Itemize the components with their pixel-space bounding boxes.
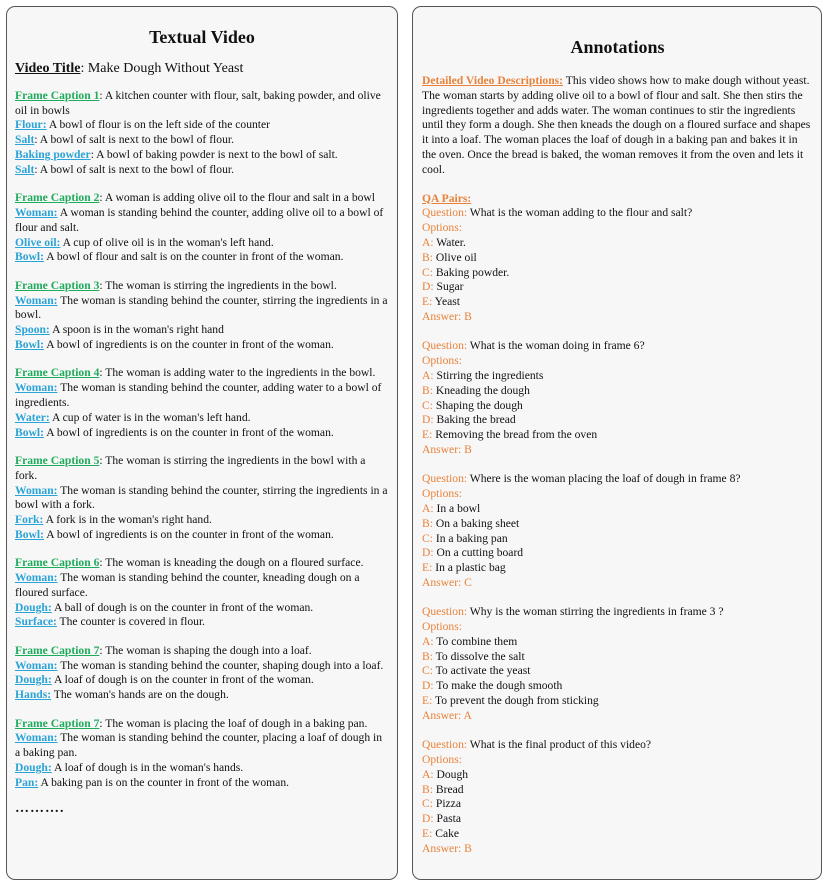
option-row [422, 280, 813, 295]
option-text: Pizza [432, 797, 461, 811]
frame-caption-list [15, 89, 389, 791]
frame-caption [15, 717, 389, 732]
entity-label: Dough: [15, 673, 52, 687]
option-letter: B: [422, 782, 433, 796]
entity-label: Bowl: [15, 425, 44, 439]
frame-caption-label: Frame Caption 1 [15, 88, 100, 102]
option-row [422, 236, 813, 251]
entity-row [15, 513, 389, 528]
frame-caption-text: : A woman is adding olive oil to the flour and salt in a bowl [99, 191, 376, 205]
entity-text: The woman is standing behind the counter, stirring the ingredients in a bowl with a fork. [15, 483, 388, 512]
option-letter: E: [422, 694, 433, 708]
option-text: Kneading the dough [432, 383, 530, 397]
option-row [422, 650, 813, 665]
option-letter: A: [422, 501, 434, 515]
entity-label: Olive oil: [15, 235, 61, 249]
option-text: On a baking sheet [432, 516, 520, 530]
entity-text: A bowl of ingredients is on the counter in front of the woman. [43, 337, 334, 351]
frame-caption-label: Frame Caption 3 [15, 278, 100, 292]
option-letter: B: [422, 383, 433, 397]
options-label: Options: [422, 487, 462, 501]
question-text: Why is the woman stirring the ingredients in frame 3 ? [467, 605, 724, 619]
entity-label: Water: [15, 410, 50, 424]
video-title-value: : Make Dough Without Yeast [80, 61, 244, 76]
option-letter: E: [422, 827, 433, 841]
option-text: On a cutting board [433, 546, 524, 560]
option-text: Baking the bread [433, 413, 516, 427]
option-row [422, 812, 813, 827]
entity-text: A woman is standing behind the counter, adding olive oil to a bowl of flour and salt. [15, 205, 384, 234]
option-letter: D: [422, 413, 434, 427]
frame-caption-text: : The woman is adding water to the ingredients in the bowl. [99, 366, 376, 380]
question-label: Question: [422, 472, 468, 486]
ellipsis: ………. [15, 801, 65, 817]
option-letter: A: [422, 634, 434, 648]
option-letter: D: [422, 812, 434, 826]
qa-list [422, 206, 813, 856]
option-letter: A: [422, 368, 434, 382]
option-letter: A: [422, 235, 434, 249]
entity-text: : A bowl of baking powder is next to the bowl of salt. [90, 147, 338, 161]
entity-text: A cup of olive oil is in the woman's left hand. [60, 235, 274, 249]
frame-caption-label: Frame Caption 6 [15, 556, 100, 570]
entity-label: Baking powder [15, 147, 91, 161]
option-letter: E: [422, 295, 433, 309]
option-row [422, 369, 813, 384]
question-label: Question: [422, 605, 468, 619]
entity-text: The woman is standing behind the counter, kneading dough on a floured surface. [15, 571, 360, 599]
entity-row [15, 601, 389, 616]
answer: Answer: B [422, 841, 472, 855]
option-row [422, 517, 813, 532]
entity-text: The woman is standing behind the counter, adding water to a bowl of ingredients. [15, 381, 382, 409]
frame-caption-block [15, 454, 389, 543]
option-text: To prevent the dough from sticking [432, 694, 599, 708]
option-text: Bread [432, 782, 464, 796]
entity-text: The counter is covered in flour. [56, 615, 206, 629]
option-letter: D: [422, 546, 434, 560]
option-text: To make the dough smooth [433, 679, 563, 693]
qa-block [422, 472, 813, 590]
entity-row [15, 571, 389, 601]
entity-text: A ball of dough is on the counter in front of the woman. [51, 600, 314, 614]
option-letter: C: [422, 531, 433, 545]
entity-label: Woman: [15, 205, 58, 219]
option-text: Cake [432, 827, 460, 841]
option-text: Pasta [433, 812, 461, 826]
video-title-label: Video Title [15, 61, 81, 76]
option-row [422, 428, 813, 443]
question-row [422, 472, 813, 487]
option-row [422, 295, 813, 310]
qa-block [422, 738, 813, 856]
frame-caption-block [15, 366, 389, 440]
options-label: Options: [422, 354, 462, 368]
entity-label: Bowl: [15, 527, 44, 541]
entity-row [15, 133, 389, 148]
entity-text: A bowl of flour and salt is on the counter in front of the woman. [43, 250, 344, 264]
entity-row [15, 338, 389, 353]
options-label: Options: [422, 753, 462, 767]
option-letter: B: [422, 250, 433, 264]
frame-caption [15, 454, 389, 484]
option-text: Olive oil [432, 250, 477, 264]
entity-row [15, 615, 389, 630]
question-label: Question: [422, 339, 468, 353]
entity-label: Bowl: [15, 337, 44, 351]
option-text: In a plastic bag [432, 561, 506, 575]
entity-text: : A bowl of salt is next to the bowl of flour. [34, 133, 234, 147]
entity-row [15, 484, 389, 514]
annotations-panel [412, 6, 822, 880]
question-label: Question: [422, 738, 468, 752]
answer: Answer: C [422, 575, 472, 589]
entity-label: Woman: [15, 483, 58, 497]
question-text: Where is the woman placing the loaf of dough in frame 8? [467, 472, 741, 486]
entity-row [15, 688, 389, 703]
entity-label: Woman: [15, 293, 58, 307]
entity-text: A loaf of dough is in the woman's hands. [51, 761, 244, 775]
option-text: In a baking pan [432, 531, 508, 545]
qa-block [422, 206, 813, 324]
options-label: Options: [422, 620, 462, 634]
option-text: Removing the bread from the oven [432, 428, 598, 442]
video-title [15, 62, 389, 77]
option-text: Dough [433, 767, 469, 781]
frame-caption-label: Frame Caption 4 [15, 366, 100, 380]
entity-text: The woman is standing behind the counter, stirring the ingredients in a bowl. [15, 293, 388, 322]
entity-label: Pan: [15, 775, 39, 789]
qa-block [422, 605, 813, 723]
option-letter: B: [422, 649, 433, 663]
frame-caption-text: : The woman is shaping the dough into a loaf. [99, 643, 312, 657]
frame-caption-text: : The woman is stirring the ingredients in the bowl with a fork. [15, 453, 366, 482]
entity-text: A baking pan is on the counter in front of the woman. [38, 775, 290, 789]
option-letter: E: [422, 561, 433, 575]
option-letter: C: [422, 664, 433, 678]
entity-label: Woman: [15, 381, 58, 395]
qa-pairs-heading [422, 192, 813, 207]
entity-label: Dough: [15, 761, 52, 775]
option-text: Sugar [433, 280, 464, 294]
entity-row [15, 294, 389, 324]
entity-label: Woman: [15, 571, 58, 585]
frame-caption-text: : The woman is stirring the ingredients in the bowl. [99, 278, 337, 292]
frame-caption-text: : The woman is placing the loaf of dough in a baking pan. [99, 716, 368, 730]
frame-caption-label: Frame Caption 2 [15, 191, 100, 205]
frame-caption-block [15, 717, 389, 791]
entity-label: Salt [15, 162, 35, 176]
frame-caption [15, 191, 389, 206]
frame-caption-label: Frame Caption 7 [15, 716, 100, 730]
entity-row [15, 236, 389, 251]
entity-row [15, 381, 389, 411]
option-row [422, 694, 813, 709]
entity-row [15, 659, 389, 674]
entity-text: A cup of water is in the woman's left hand. [49, 410, 251, 424]
option-text: In a bowl [433, 501, 481, 515]
answer: Answer: A [422, 708, 472, 722]
panel-title: Annotations [570, 37, 665, 57]
question-row [422, 738, 813, 753]
frame-caption [15, 89, 389, 119]
entity-row [15, 673, 389, 688]
entity-row [15, 206, 389, 236]
question-label: Question: [422, 206, 468, 220]
entity-text: A bowl of ingredients is on the counter in front of the woman. [43, 527, 334, 541]
option-row [422, 399, 813, 414]
question-text: What is the final product of this video? [467, 738, 652, 752]
option-row [422, 251, 813, 266]
option-row [422, 384, 813, 399]
option-row [422, 827, 813, 842]
option-row [422, 783, 813, 798]
option-text: To combine them [433, 634, 518, 648]
entity-label: Woman: [15, 658, 58, 672]
entity-text: : A bowl of salt is next to the bowl of flour. [34, 162, 234, 176]
entity-row [15, 148, 389, 163]
entity-row [15, 411, 389, 426]
frame-caption-block [15, 89, 389, 178]
entity-label: Dough: [15, 600, 52, 614]
option-text: To activate the yeast [432, 664, 531, 678]
frame-caption [15, 366, 389, 381]
option-text: Water. [433, 235, 466, 249]
option-letter: E: [422, 428, 433, 442]
option-row [422, 532, 813, 547]
question-row [422, 339, 813, 354]
entity-row [15, 776, 389, 791]
option-letter: C: [422, 797, 433, 811]
entity-text: A bowl of flour is on the left side of the counter [46, 118, 271, 132]
entity-label: Surface: [15, 615, 57, 629]
video-description [422, 74, 813, 178]
entity-label: Hands: [15, 688, 52, 702]
frame-caption-label: Frame Caption 5 [15, 453, 100, 467]
option-text: Yeast [432, 295, 461, 309]
panel-title: Textual Video [149, 27, 255, 47]
option-letter: B: [422, 516, 433, 530]
answer: Answer: B [422, 309, 472, 323]
option-text: Shaping the dough [432, 398, 523, 412]
option-letter: C: [422, 265, 433, 279]
frame-caption [15, 279, 389, 294]
option-row [422, 413, 813, 428]
frame-caption-label: Frame Caption 7 [15, 643, 100, 657]
option-row [422, 635, 813, 650]
entity-label: Flour: [15, 118, 47, 132]
frame-caption-block [15, 279, 389, 353]
entity-text: A fork is in the woman's right hand. [43, 513, 212, 527]
option-row [422, 266, 813, 281]
frame-caption-text: : A kitchen counter with flour, salt, baking powder, and olive oil in bowls [15, 88, 381, 117]
option-letter: C: [422, 398, 433, 412]
option-row [422, 502, 813, 517]
entity-row [15, 426, 389, 441]
question-text: What is the woman adding to the flour and salt? [467, 206, 693, 220]
entity-label: Spoon: [15, 323, 50, 337]
qa-block [422, 339, 813, 457]
entity-row [15, 118, 389, 133]
option-text: Stirring the ingredients [433, 368, 544, 382]
option-row [422, 797, 813, 812]
option-letter: A: [422, 767, 434, 781]
description-text: This video shows how to make dough without yeast. The woman starts by adding olive oil to a bowl of flour and salt. She then stirs the ingredients together and adds water. The woman continues to stir the ingredients until they form a dough. She then kneads the dough on a floured surface and shapes it into a loaf. The woman places the loaf of dough in a baking pan and bakes it in the oven. Once the bread is baked, the woman removes it from the oven and lets it cool. [422, 74, 811, 176]
entity-row [15, 528, 389, 543]
option-text: To dissolve the salt [432, 649, 525, 663]
answer: Answer: B [422, 442, 472, 456]
frame-caption-block [15, 556, 389, 630]
option-row [422, 546, 813, 561]
entity-text: The woman is standing behind the counter, shaping dough into a loaf. [57, 658, 384, 672]
entity-text: The woman is standing behind the counter, placing a loaf of dough in a baking pan. [15, 731, 383, 760]
question-row [422, 206, 813, 221]
frame-caption-text: : The woman is kneading the dough on a floured surface. [99, 556, 364, 570]
option-row [422, 664, 813, 679]
entity-label: Woman: [15, 731, 58, 745]
entity-row [15, 163, 389, 178]
frame-caption [15, 644, 389, 659]
option-row [422, 768, 813, 783]
entity-row [15, 323, 389, 338]
entity-row [15, 250, 389, 265]
option-text: Baking powder. [432, 265, 510, 279]
entity-text: A bowl of ingredients is on the counter in front of the woman. [43, 425, 334, 439]
textual-video-panel [6, 6, 398, 880]
description-label: Detailed Video Descriptions: [422, 74, 564, 87]
option-row [422, 679, 813, 694]
question-text: What is the woman doing in frame 6? [467, 339, 645, 353]
entity-label: Salt [15, 133, 35, 147]
frame-caption-block [15, 191, 389, 265]
frame-caption-block [15, 644, 389, 703]
qa-pairs-label: QA Pairs: [422, 191, 472, 205]
entity-text: The woman's hands are on the dough. [51, 688, 229, 702]
entity-text: A loaf of dough is on the counter in front of the woman. [51, 673, 314, 687]
option-letter: D: [422, 679, 434, 693]
option-letter: D: [422, 280, 434, 294]
entity-label: Bowl: [15, 250, 44, 264]
options-label: Options: [422, 221, 462, 235]
entity-row [15, 731, 389, 761]
entity-label: Fork: [15, 513, 44, 527]
option-row [422, 561, 813, 576]
entity-text: A spoon is in the woman's right hand [49, 323, 224, 337]
frame-caption [15, 556, 389, 571]
question-row [422, 605, 813, 620]
entity-row [15, 761, 389, 776]
